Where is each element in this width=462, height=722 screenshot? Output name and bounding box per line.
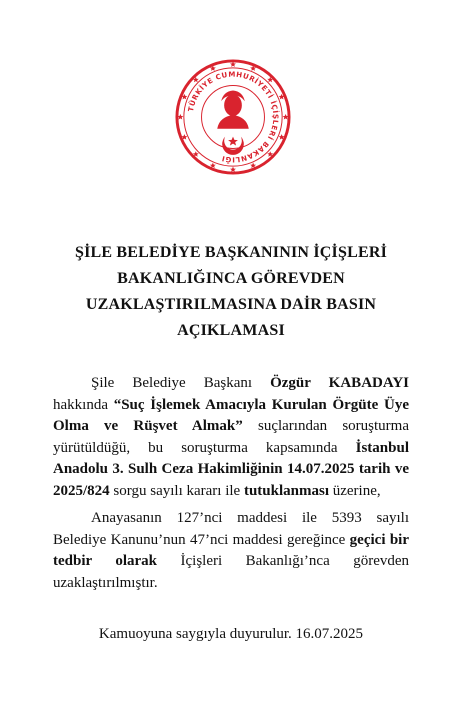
seal-ring-text: TÜRKİYE CUMHURİYETİ İÇİŞLERİ BAKANLIĞI — [186, 69, 281, 165]
title-line: AÇIKLAMASI — [177, 322, 285, 339]
paragraph-2 — [53, 508, 409, 594]
text-run: Anayasanın 127’nci maddesi ile 5393 sayılı Belediye Kanunu’nun 47’nci maddesi gereğince — [53, 510, 409, 548]
closing-line: Kamuoyuna saygıyla duyurulur. 16.07.2025 — [98, 626, 364, 642]
title-line: ŞİLE BELEDİYE BAŞKANININ İÇİŞLERİ — [74, 244, 388, 261]
arrest-word: tutuklanması — [243, 482, 329, 499]
text-run: hakkında — [53, 396, 114, 413]
mayor-name: Özgür KABADAYI — [270, 375, 409, 391]
ministry-seal-icon — [174, 58, 292, 176]
title-line: UZAKLAŞTIRILMASINA DAİR BASIN — [85, 296, 377, 313]
text-run: suçlarından soruşturma yürütüldüğü, bu soruşturma kapsamında — [53, 418, 409, 456]
text-run: İçişleri Bakanlığı’nca görevden uzaklaştırılmıştır. — [53, 553, 410, 591]
court-decision: İstanbul Anadolu 3. Sulh Ceza Hakimliğinin 14.07.2025 tarih ve 2025/824 — [53, 439, 409, 499]
press-release-title — [40, 240, 422, 344]
charges: “Suç İşlemek Amacıyla Kurulan Örgüte Üye Olma ve Rüşvet Almak” — [53, 396, 409, 434]
temporary-measure: geçici bir tedbir olarak — [53, 531, 409, 569]
title-line: BAKANLIĞINCA GÖREVDEN — [117, 270, 345, 287]
paragraph-1 — [53, 373, 409, 502]
text-run: Şile Belediye Başkanı — [91, 375, 271, 391]
text-run: sorgu sayılı kararı ile — [109, 482, 244, 499]
text-run: üzerine, — [328, 482, 381, 499]
seal-star-icon — [230, 167, 236, 172]
